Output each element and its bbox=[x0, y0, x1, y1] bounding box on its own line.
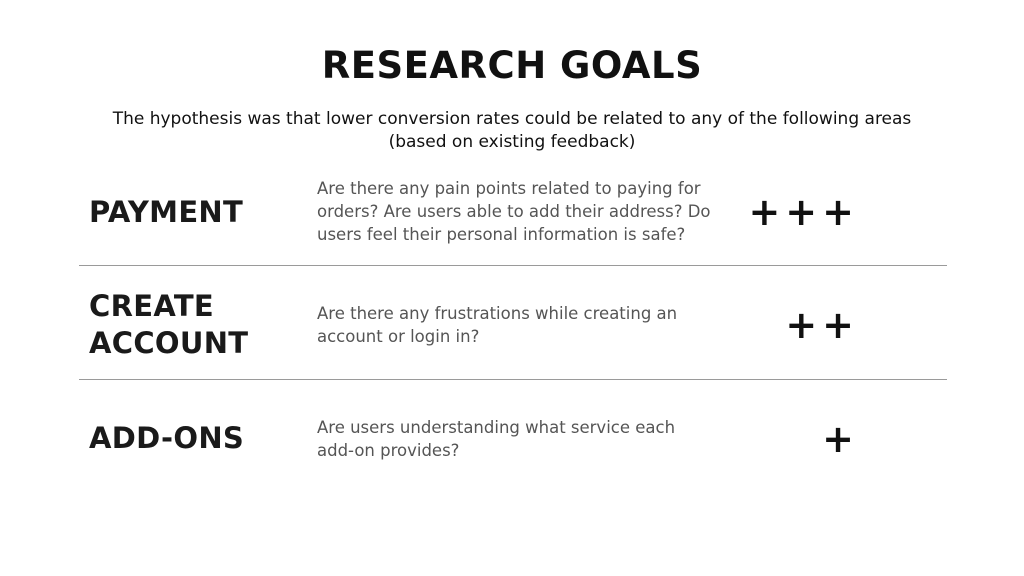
goal-description-line: add-on provides? bbox=[317, 441, 460, 460]
priority-rating: + bbox=[822, 417, 859, 461]
goal-description-line: Are users understanding what service each bbox=[317, 418, 676, 437]
goal-description-line: orders? Are users able to add their address? Do bbox=[317, 202, 711, 221]
goal-description-line: account or login in? bbox=[317, 327, 480, 346]
goal-description bbox=[317, 302, 742, 348]
goal-label bbox=[89, 420, 244, 457]
goal-label-line: PAYMENT bbox=[89, 195, 244, 229]
goal-label-line: ADD-ONS bbox=[89, 421, 245, 455]
goal-label bbox=[89, 288, 248, 362]
subtitle-line: (based on existing feedback) bbox=[388, 132, 636, 152]
goal-label-line: CREATE bbox=[89, 289, 215, 323]
subtitle bbox=[80, 108, 944, 154]
goal-description-line: Are there any frustrations while creating an bbox=[317, 304, 678, 323]
goal-label-line: ACCOUNT bbox=[89, 326, 249, 360]
goal-description-line: Are there any pain points related to paying for bbox=[317, 179, 701, 198]
divider bbox=[79, 265, 947, 266]
goal-row-payment bbox=[79, 176, 947, 276]
goal-description-line: users feel their personal information is safe? bbox=[317, 225, 686, 244]
goal-row-add-ons bbox=[79, 402, 947, 502]
goal-row-create-account bbox=[79, 288, 947, 388]
priority-rating: ++ bbox=[785, 303, 859, 347]
goal-label bbox=[89, 194, 243, 231]
goal-description bbox=[317, 177, 742, 246]
goal-description bbox=[317, 416, 742, 462]
priority-rating: +++ bbox=[748, 190, 859, 234]
page-title: RESEARCH GOALS bbox=[321, 44, 703, 87]
divider bbox=[79, 379, 947, 380]
subtitle-line: The hypothesis was that lower conversion rates could be related to any of the following areas bbox=[112, 109, 912, 129]
